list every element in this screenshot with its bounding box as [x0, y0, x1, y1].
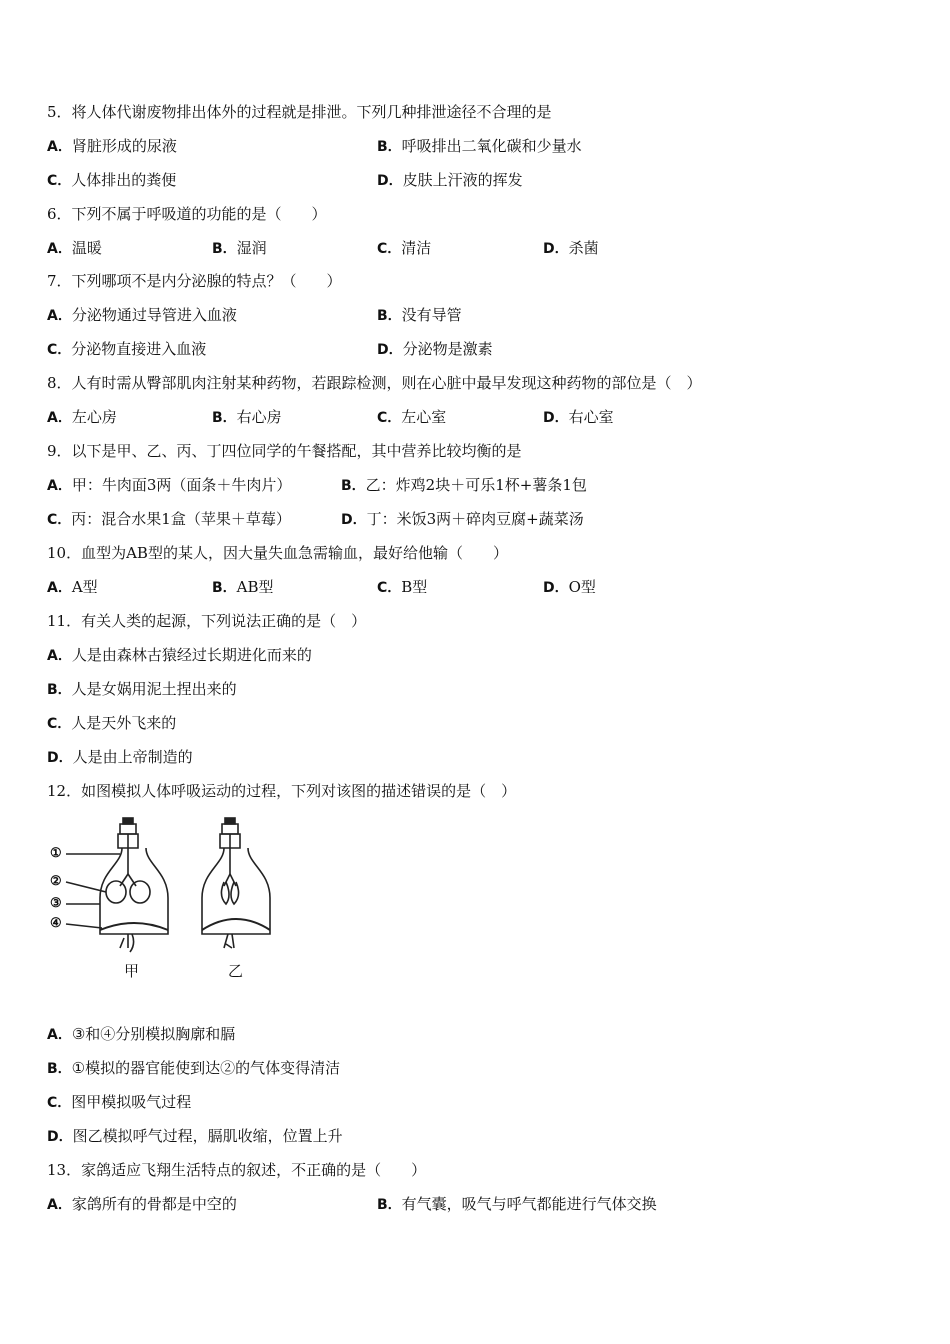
- q5-option-a[interactable]: [47, 136, 177, 157]
- q12-option-d-text: 图乙模拟呼气过程，膈肌收缩，位置上升: [72, 1127, 343, 1145]
- q7-option-c[interactable]: [47, 339, 206, 360]
- q5-option-c-text: 人体排出的粪便: [71, 171, 177, 189]
- q7-option-d-text: 分泌物是激素: [402, 340, 493, 358]
- q7-option-d-letter: D．: [377, 342, 403, 358]
- q5-option-d-text: 皮肤上汗液的挥发: [402, 171, 523, 189]
- q6-option-c[interactable]: [377, 238, 431, 259]
- q10-option-d-text: O型: [568, 578, 596, 596]
- q13-option-b[interactable]: [377, 1194, 657, 1215]
- q5-option-a-letter: A．: [47, 139, 72, 155]
- q7-option-a[interactable]: [47, 305, 237, 326]
- q10-option-b-letter: B．: [212, 580, 237, 596]
- q8-option-b-letter: B．: [212, 410, 237, 426]
- q11-option-b-text: 人是女娲用泥土捏出来的: [71, 680, 237, 698]
- q6-option-b-letter: B．: [212, 241, 237, 257]
- q8-option-a[interactable]: [47, 407, 117, 428]
- q11-option-c[interactable]: [47, 713, 176, 734]
- q6-option-a-letter: A．: [47, 241, 72, 257]
- jar-jia: [100, 818, 168, 952]
- q6-option-c-text: 清洁: [401, 239, 432, 257]
- q11-option-d-text: 人是由上帝制造的: [72, 748, 193, 766]
- q6-option-d-text: 杀菌: [568, 239, 599, 257]
- q9-option-c-text: 丙：混合水果1盒（苹果＋草莓）: [71, 510, 291, 528]
- q9-option-c-letter: C．: [47, 512, 72, 528]
- q11-option-d-letter: D．: [47, 750, 73, 766]
- q7-option-c-letter: C．: [47, 342, 72, 358]
- q11-option-b[interactable]: [47, 679, 237, 700]
- q7-option-a-letter: A．: [47, 308, 72, 324]
- q10-option-a-text: A型: [71, 578, 98, 596]
- q7-option-b-letter: B．: [377, 308, 402, 324]
- q9-option-b-text: 乙：炸鸡2块＋可乐1杯+薯条1包: [365, 476, 587, 494]
- q13-option-b-text: 有气囊，吸气与呼气都能进行气体交换: [401, 1195, 657, 1213]
- q5-option-b[interactable]: [377, 136, 582, 157]
- q13-option-b-letter: B．: [377, 1197, 402, 1213]
- q12-option-b-letter: B．: [47, 1061, 72, 1077]
- q8-option-a-text: 左心房: [71, 408, 117, 426]
- q11-option-a-text: 人是由森林古猿经过长期进化而来的: [71, 646, 312, 664]
- q12-option-a-text: ③和④分别模拟胸廓和膈: [71, 1025, 236, 1043]
- q9-option-a-letter: A．: [47, 478, 72, 494]
- q12-option-d[interactable]: [47, 1126, 343, 1147]
- q12-option-a[interactable]: [47, 1024, 235, 1045]
- q7-option-c-text: 分泌物直接进入血液: [71, 340, 207, 358]
- q6-option-a[interactable]: [47, 238, 102, 259]
- q6-option-c-letter: C．: [377, 241, 402, 257]
- q13-stem: 13．家鸽适应飞翔生活特点的叙述，不正确的是（ ）: [47, 1161, 427, 1179]
- q10-option-a-letter: A．: [47, 580, 72, 596]
- q12-option-c[interactable]: [47, 1092, 191, 1113]
- q7-option-d[interactable]: [377, 339, 493, 360]
- q8-option-a-letter: A．: [47, 410, 72, 426]
- q13-option-a-letter: A．: [47, 1197, 72, 1213]
- q12-stem: 12．如图模拟人体呼吸运动的过程，下列对该图的描述错误的是（ ）: [47, 782, 517, 800]
- jar-yi: [202, 818, 270, 948]
- q9-option-c[interactable]: [47, 509, 291, 530]
- q13-option-a-text: 家鸽所有的骨都是中空的: [71, 1195, 237, 1213]
- q5-option-a-text: 肾脏形成的尿液: [71, 137, 177, 155]
- q5-option-b-letter: B．: [377, 139, 402, 155]
- q12-option-b-text: ①模拟的器官能使到达②的气体变得清洁: [71, 1059, 341, 1077]
- label-1: ①: [50, 846, 62, 861]
- q8-option-b[interactable]: [212, 407, 282, 428]
- q5-option-c[interactable]: [47, 170, 176, 191]
- q9-stem: 9．以下是甲、乙、丙、丁四位同学的午餐搭配，其中营养比较均衡的是: [47, 442, 522, 460]
- q6-option-a-text: 温暖: [71, 239, 102, 257]
- q10-option-c-text: B型: [401, 578, 428, 596]
- q8-option-c-text: 左心室: [401, 408, 447, 426]
- q11-stem: 11．有关人类的起源，下列说法正确的是（ ）: [47, 612, 367, 630]
- q8-stem: 8．人有时需从臀部肌肉注射某种药物，若跟踪检测，则在心脏中最早发现这种药物的部位是（ ）: [47, 374, 702, 392]
- q11-option-d[interactable]: [47, 747, 193, 768]
- q12-option-d-letter: D．: [47, 1129, 73, 1145]
- q8-option-c[interactable]: [377, 407, 446, 428]
- q5-stem: 5．将人体代谢废物排出体外的过程就是排泄。下列几种排泄途径不合理的是: [47, 103, 552, 121]
- q9-option-d[interactable]: [341, 509, 584, 530]
- q10-option-a[interactable]: [47, 577, 98, 598]
- q8-option-d-text: 右心室: [568, 408, 614, 426]
- q10-option-b[interactable]: [212, 577, 274, 598]
- q9-option-d-text: 丁：米饭3两＋碎肉豆腐+蔬菜汤: [366, 510, 584, 528]
- q10-option-c[interactable]: [377, 577, 427, 598]
- label-2: ②: [50, 874, 62, 889]
- caption-yi: 乙: [228, 962, 244, 980]
- q7-option-a-text: 分泌物通过导管进入血液: [71, 306, 237, 324]
- q5-option-d-letter: D．: [377, 173, 403, 189]
- q7-option-b[interactable]: [377, 305, 462, 326]
- q12-option-c-letter: C．: [47, 1095, 72, 1111]
- q12-option-b[interactable]: [47, 1058, 340, 1079]
- q11-option-a-letter: A．: [47, 648, 72, 664]
- q11-option-c-letter: C．: [47, 716, 72, 732]
- q8-option-d[interactable]: [543, 407, 614, 428]
- q10-option-d-letter: D．: [543, 580, 569, 596]
- q11-option-b-letter: B．: [47, 682, 72, 698]
- q9-option-a[interactable]: [47, 475, 291, 496]
- breathing-model-diagram: [44, 812, 284, 988]
- q5-option-c-letter: C．: [47, 173, 72, 189]
- q9-option-b-letter: B．: [341, 478, 366, 494]
- q6-stem: 6．下列不属于呼吸道的功能的是（ ）: [47, 205, 327, 223]
- q5-option-d[interactable]: [377, 170, 523, 191]
- q12-option-c-text: 图甲模拟吸气过程: [71, 1093, 192, 1111]
- breathing-model-figure: [44, 812, 284, 988]
- q6-option-b-text: 湿润: [236, 239, 267, 257]
- q6-option-d-letter: D．: [543, 241, 569, 257]
- label-4: ④: [50, 916, 62, 931]
- q8-option-c-letter: C．: [377, 410, 402, 426]
- q6-option-d[interactable]: [543, 238, 599, 259]
- q7-option-b-text: 没有导管: [401, 306, 462, 324]
- q8-option-d-letter: D．: [543, 410, 569, 426]
- label-3: ③: [50, 896, 62, 911]
- q9-option-b[interactable]: [341, 475, 587, 496]
- q7-stem: 7．下列哪项不是内分泌腺的特点？（ ）: [47, 272, 342, 290]
- q10-option-d[interactable]: [543, 577, 596, 598]
- q5-option-b-text: 呼吸排出二氧化碳和少量水: [401, 137, 582, 155]
- q12-option-a-letter: A．: [47, 1027, 72, 1043]
- q9-option-a-text: 甲：牛肉面3两（面条＋牛肉片）: [71, 476, 292, 494]
- q13-option-a[interactable]: [47, 1194, 237, 1215]
- q10-option-b-text: AB型: [236, 578, 274, 596]
- q11-option-a[interactable]: [47, 645, 312, 666]
- q9-option-d-letter: D．: [341, 512, 367, 528]
- caption-jia: 甲: [124, 962, 140, 980]
- q6-option-b[interactable]: [212, 238, 267, 259]
- q10-option-c-letter: C．: [377, 580, 402, 596]
- q10-stem: 10．血型为AB型的某人，因大量失血急需输血，最好给他输（ ）: [47, 544, 508, 562]
- q8-option-b-text: 右心房: [236, 408, 282, 426]
- q11-option-c-text: 人是天外飞来的: [71, 714, 177, 732]
